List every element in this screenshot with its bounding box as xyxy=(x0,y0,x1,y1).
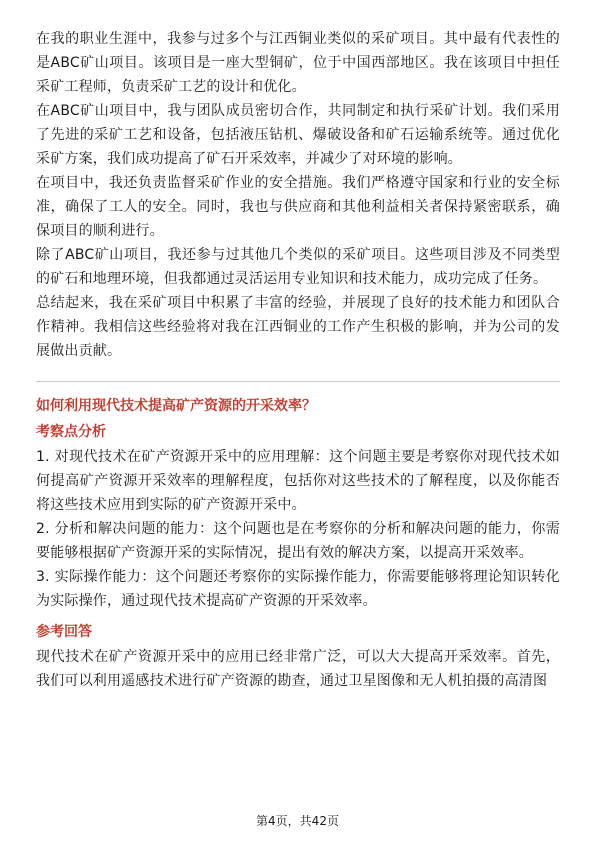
intro-paragraph-3: 在项目中，我还负责监督采矿作业的安全措施。我们严格遵守国家和行业的安全标准，确保了工人的安全。同时，我也与供应商和其他利益相关者保持紧密联系，确保项目的顺利进行。 xyxy=(36,175,560,239)
intro-paragraph-4: 除了ABC矿山项目，我还参与过其他几个类似的采矿项目。这些项目涉及不同类型的矿石和地理环境，但我都通过灵活运用专业知识和技术能力，成功完成了任务。 xyxy=(36,247,560,287)
section-divider xyxy=(36,381,560,382)
page-content xyxy=(36,27,560,693)
answer-heading: 参考回答 xyxy=(36,624,92,640)
analysis-point-1: 1. 对现代技术在矿产资源开采中的应用理解：这个问题主要是考察你对现代技术如何提高矿产资源开采效率的理解程度，包括你对这些技术的了解程度，以及你能否将这些技术应用到实际的矿产资源开采中。 xyxy=(36,449,560,513)
analysis-point-2: 2. 分析和解决问题的能力：这个问题也是在考察你的分析和解决问题的能力，你需要能够根据矿产资源开采的实际情况，提出有效的解决方案，以提高开采效率。 xyxy=(36,521,560,561)
analysis-heading: 考察点分析 xyxy=(36,424,106,440)
answer-paragraph-1: 现代技术在矿产资源开采中的应用已经非常广泛，可以大大提高开采效率。首先，我们可以利用遥感技术进行矿产资源的勘查，通过卫星图像和无人机拍摄的高清图 xyxy=(36,649,560,689)
intro-paragraph-5: 总结起来，我在采矿项目中积累了丰富的经验，并展现了良好的技术能力和团队合作精神。我相信这些经验将对我在江西铜业的工作产生积极的影响，并为公司的发展做出贡献。 xyxy=(36,295,560,359)
intro-paragraph-2: 在ABC矿山项目中，我与团队成员密切合作，共同制定和执行采矿计划。我们采用了先进的采矿工艺和设备，包括液压钻机、爆破设备和矿石运输系统等。通过优化采矿方案，我们成功提高了矿石开采效率，并减少了对环境的影响。 xyxy=(36,103,560,167)
page-number: 第4页，共42页 xyxy=(256,814,339,828)
intro-paragraph-1: 在我的职业生涯中，我参与过多个与江西铜业类似的采矿项目。其中最有代表性的是ABC矿山项目。该项目是一座大型铜矿，位于中国西部地区。我在该项目中担任采矿工程师，负责采矿工艺的设计和优化。 xyxy=(36,31,560,95)
question-title: 如何利用现代技术提高矿产资源的开采效率？ xyxy=(36,398,316,414)
analysis-point-3: 3. 实际操作能力：这个问题还考察你的实际操作能力，你需要能够将理论知识转化为实际操作，通过现代技术提高矿产资源的开采效率。 xyxy=(36,569,560,609)
